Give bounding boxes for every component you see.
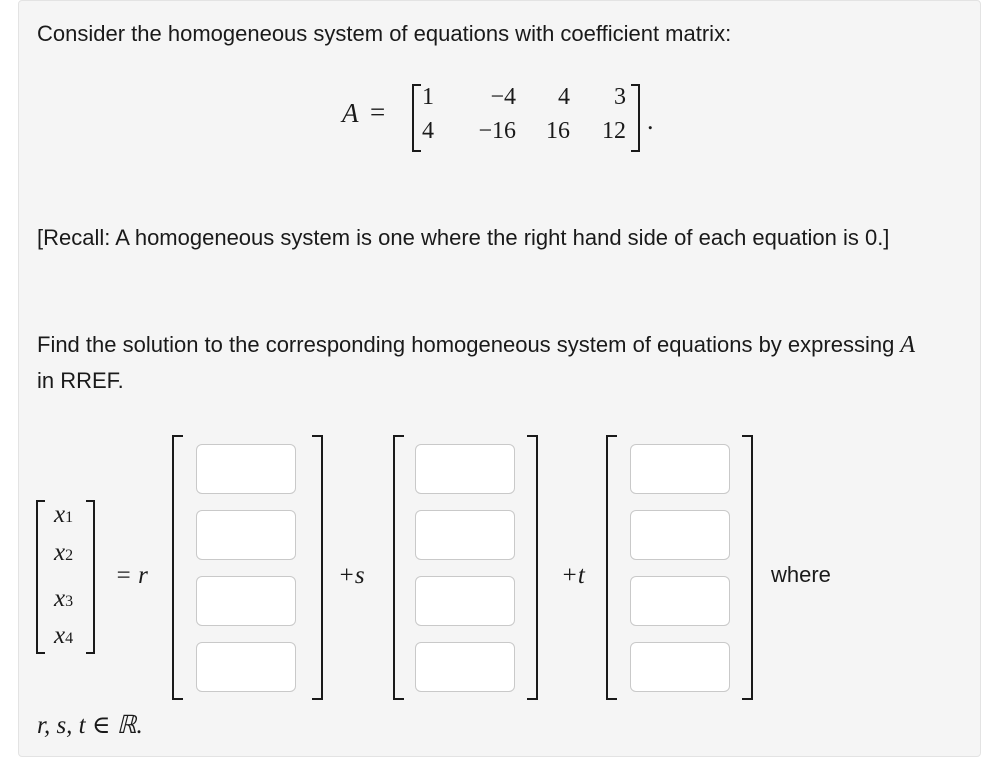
x-vector-left-bracket [36, 500, 45, 654]
plus-t: +t [561, 562, 585, 589]
answer-input-r-1[interactable] [196, 444, 296, 494]
answer-input-s-3[interactable] [415, 576, 515, 626]
equals-r: = r [115, 562, 148, 589]
vector-t-left-bracket [606, 435, 617, 700]
vector-t-right-bracket [742, 435, 753, 700]
x-var: x2 [54, 539, 74, 566]
recall-text: [Recall: A homogeneous system is one where the right hand side of each equation is 0.] [37, 225, 890, 250]
answer-input-r-4[interactable] [196, 642, 296, 692]
answer-input-t-2[interactable] [630, 510, 730, 560]
answer-input-s-4[interactable] [415, 642, 515, 692]
x-vector-right-bracket [86, 500, 95, 654]
x-var: x1 [54, 501, 74, 528]
matrix-cell: 12 [602, 118, 626, 144]
matrix-period: . [647, 106, 654, 135]
where-text: where [771, 562, 831, 587]
answer-input-r-2[interactable] [196, 510, 296, 560]
matrix-cell: 16 [546, 118, 570, 144]
matrix-name: A [342, 98, 359, 128]
matrix-cell: −16 [478, 118, 516, 144]
matrix-cell: −4 [490, 84, 516, 110]
matrix-cell: 4 [422, 118, 434, 144]
matrix-cell: 1 [422, 84, 434, 110]
vector-s-right-bracket [527, 435, 538, 700]
answer-input-r-3[interactable] [196, 576, 296, 626]
vector-r-left-bracket [172, 435, 183, 700]
plus-s: +s [338, 562, 365, 589]
answer-input-t-1[interactable] [630, 444, 730, 494]
vector-r-right-bracket [312, 435, 323, 700]
answer-input-s-2[interactable] [415, 510, 515, 560]
x-var: x4 [54, 622, 74, 649]
find-var: A [900, 332, 916, 358]
params-text: r, s, t ∈ ℝ. [37, 712, 143, 739]
answer-input-s-1[interactable] [415, 444, 515, 494]
matrix-A-display [340, 80, 670, 160]
intro-text: Consider the homogeneous system of equations with coefficient matrix: [37, 21, 732, 46]
matrix-right-bracket [631, 84, 640, 152]
answer-input-t-3[interactable] [630, 576, 730, 626]
matrix-cell: 3 [614, 84, 626, 110]
vector-s-left-bracket [393, 435, 404, 700]
x-var: x3 [54, 585, 74, 612]
matrix-equals: = [370, 97, 386, 127]
matrix-cell: 4 [558, 84, 570, 110]
find-text: Find the solution to the corresponding homogeneous system of equations by expressing A in RREF. [37, 332, 916, 393]
answer-input-t-4[interactable] [630, 642, 730, 692]
